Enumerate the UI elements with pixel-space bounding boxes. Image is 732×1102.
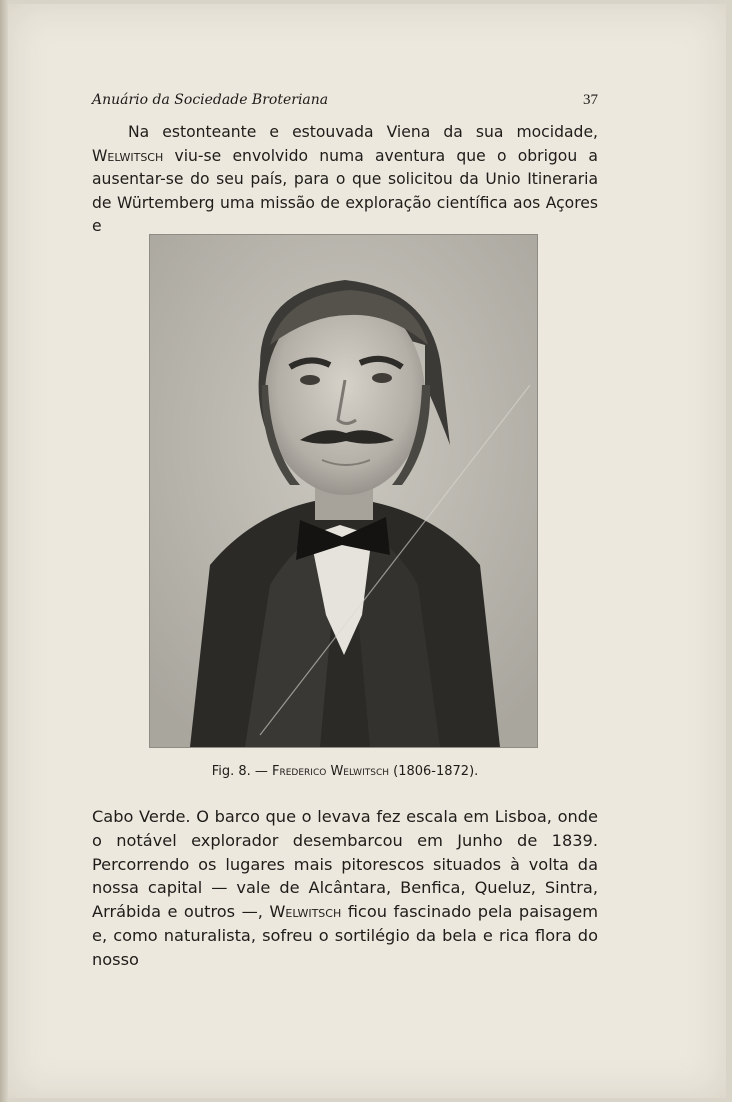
caption-name: Frederico Welwitsch <box>272 764 390 779</box>
portrait-photo <box>150 235 537 747</box>
paragraph-intro-text-1: Na estonteante e estouvada Viena da sua mocidade, <box>128 123 598 141</box>
author-name-small-caps: Welwitsch <box>92 146 164 165</box>
figure-caption <box>92 764 598 779</box>
paragraph-intro <box>92 121 598 239</box>
caption-dates: (1806-1872). <box>389 764 479 779</box>
paragraph-main-text-1: Cabo Verde. O barco que o levava fez escala em Lisboa, onde o notável explorador desembarcou em Junho de 1839. Percorrendo os lugares mais pitorescos situados à volta da nossa capital — vale de Alcântara, Benfica, Queluz, Sintra, Arrábida e outros —, <box>92 807 598 922</box>
paragraph-main-text-2: ficou fascinado pela paisagem e, como naturalista, sofreu o sortilégio da bela e rica flora do nosso <box>92 902 598 969</box>
running-header <box>92 92 598 112</box>
journal-title: Anuário da Sociedade Broteriana <box>92 92 329 108</box>
page-number: 37 <box>583 92 598 108</box>
portrait-figure <box>149 234 538 748</box>
caption-prefix: Fig. 8. — <box>211 764 273 779</box>
author-name-small-caps-2: Welwitsch <box>269 902 342 922</box>
paragraph-intro-text-2: viu-se envolvido numa aventura que o obrigou a ausentar-se do seu país, para o que solicitou da Unio Itineraria de Würtemberg uma missão de exploração científica aos Açores e <box>92 146 598 235</box>
paragraph-main <box>92 805 598 972</box>
page-gutter <box>0 0 8 1102</box>
